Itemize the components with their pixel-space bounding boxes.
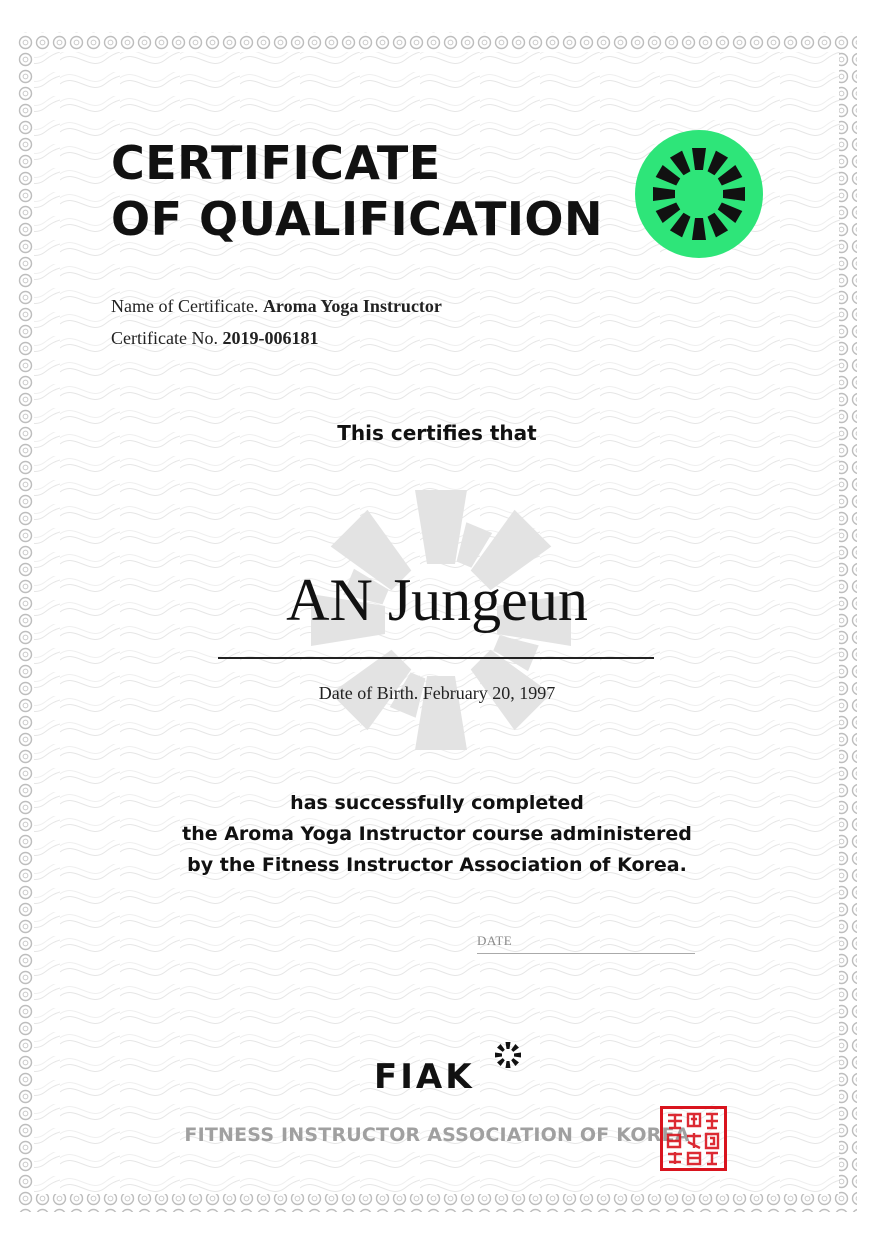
- certificate-name-value: Aroma Yoga Instructor: [262, 296, 442, 316]
- statement-line-1: has successfully completed: [290, 792, 584, 814]
- certificate-number-value: 2019-006181: [222, 328, 319, 348]
- association-name: FITNESS INSTRUCTOR ASSOCIATION OF KOREA: [184, 1124, 690, 1146]
- certificate-title: [111, 135, 603, 247]
- completion-statement: [0, 788, 874, 881]
- statement-line-3: by the Fitness Instructor Association of Korea.: [187, 854, 687, 876]
- fiak-logo: [374, 1040, 524, 1092]
- title-line-2: OF QUALIFICATION: [111, 192, 604, 246]
- dob-label: Date of Birth.: [318, 683, 419, 703]
- certificate-number-label: Certificate No.: [111, 328, 218, 348]
- certificate-name-label: Name of Certificate.: [111, 296, 259, 316]
- fiak-logo-text: FIAK: [374, 1057, 475, 1092]
- certifies-text: This certifies that: [337, 421, 537, 445]
- certificate-name-line: [111, 296, 442, 317]
- starburst-logo-icon: [635, 130, 763, 258]
- date-label: DATE: [477, 933, 513, 948]
- recipient-name: AN Jungeun: [286, 567, 588, 633]
- date-signature-line: [477, 953, 695, 954]
- certificate-number-line: [111, 328, 318, 349]
- fiak-starburst-icon: [495, 1042, 521, 1068]
- dob-value: February 20, 1997: [422, 683, 556, 703]
- statement-line-2: the Aroma Yoga Instructor course administered: [182, 823, 692, 845]
- name-underline: [218, 657, 654, 659]
- date-of-birth: [0, 683, 874, 704]
- title-line-1: CERTIFICATE: [111, 136, 441, 190]
- red-seal-stamp-icon: [660, 1106, 727, 1171]
